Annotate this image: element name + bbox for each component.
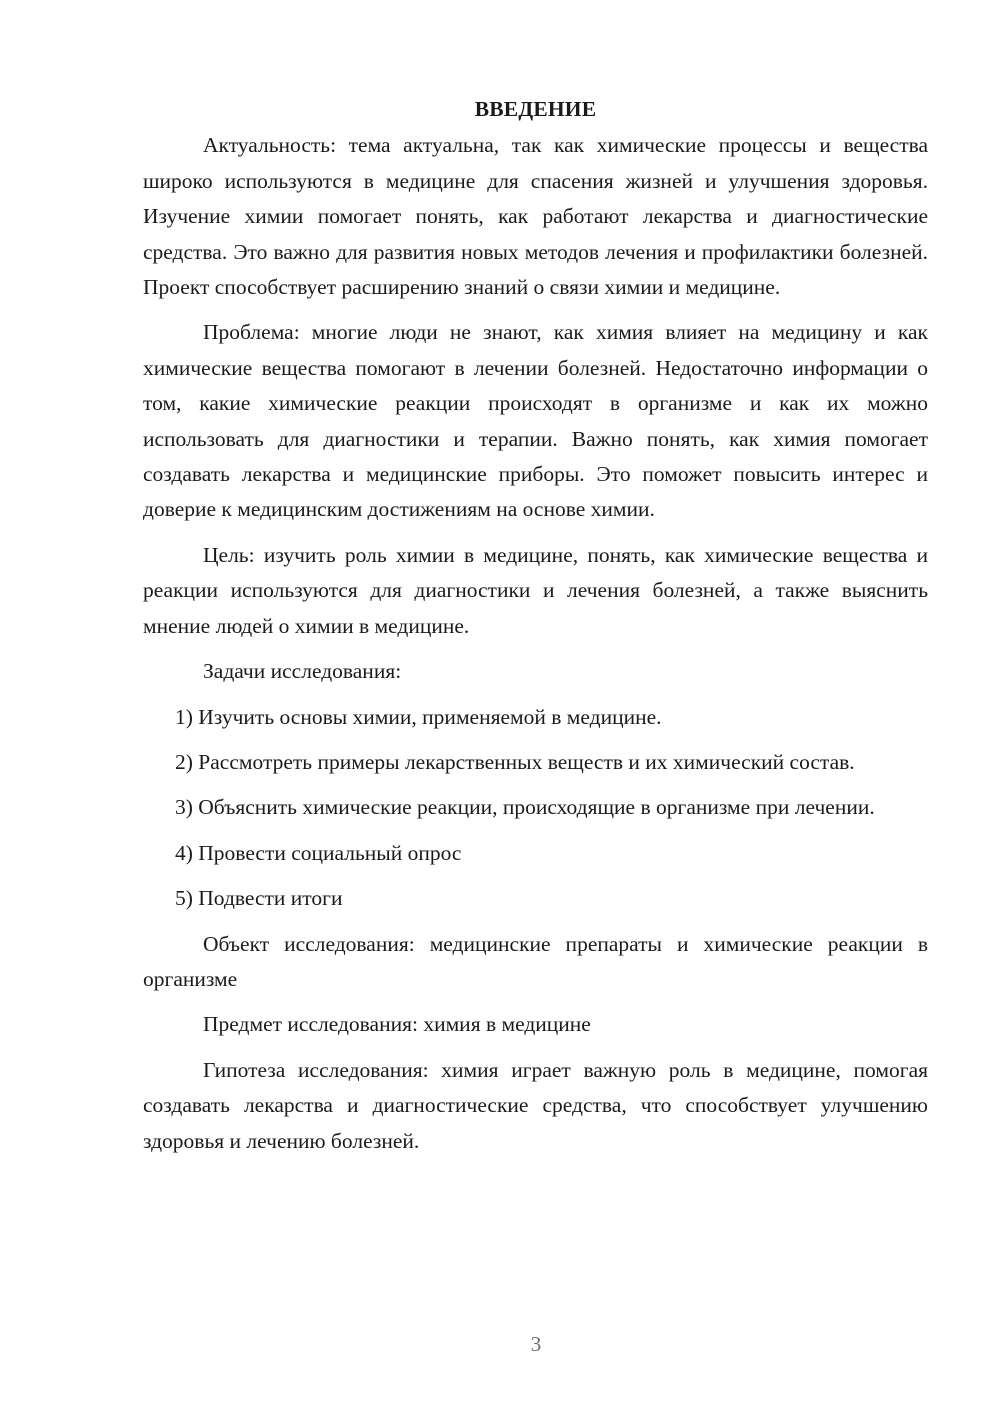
- task-item: 1) Изучить основы химии, применяемой в медицине.: [175, 704, 662, 729]
- hypothesis-paragraph: Гипотеза исследования: химия играет важную роль в медицине, помогая создавать лекарства и диагностические средства, что способствует улучшению здоровья и лечению болезней.: [143, 1057, 928, 1153]
- subject-paragraph: Предмет исследования: химия в медицине: [203, 1012, 591, 1037]
- tasks-heading: Задачи исследования:: [203, 659, 402, 684]
- document-title: ВВЕДЕНИЕ: [474, 97, 597, 121]
- task-item: 5) Подвести итоги: [175, 886, 343, 911]
- problem-paragraph: Проблема: многие люди не знают, как химия влияет на медицину и как химические вещества помогают в лечении болезней. Недостаточно информации о том, какие химические реакции происходят в организме и как их можно использовать для диагностики и терапии. Важно понять, как химия помогает создавать лекарства и медицинские приборы. Это поможет повысить интерес и доверие к медицинским достижениям на основе химии.: [143, 320, 928, 522]
- document-page: [143, 92, 928, 1169]
- task-item: 4) Провести социальный опрос: [175, 840, 462, 865]
- task-item: 3) Объяснить химические реакции, происходящие в организме при лечении.: [175, 795, 875, 820]
- tasks-list: [143, 700, 928, 917]
- goal-paragraph: Цель: изучить роль химии в медицине, понять, как химические вещества и реакции используются для диагностики и лечения болезней, а также выяснить мнение людей о химии в медицине.: [143, 542, 928, 638]
- task-item: 2) Рассмотреть примеры лекарственных веществ и их химический состав.: [175, 749, 855, 774]
- relevance-paragraph: Актуальность: тема актуальна, так как химические процессы и вещества широко используются в медицине для спасения жизней и улучшения здоровья. Изучение химии помогает понять, как работают лекарства и диагностические средства. Это важно для развития новых методов лечения и профилактики болезней. Проект способствует расширению знаний о связи химии и медицине.: [143, 133, 928, 300]
- object-paragraph: Объект исследования: медицинские препараты и химические реакции в организме: [143, 931, 928, 991]
- page-number: 3: [530, 1332, 542, 1356]
